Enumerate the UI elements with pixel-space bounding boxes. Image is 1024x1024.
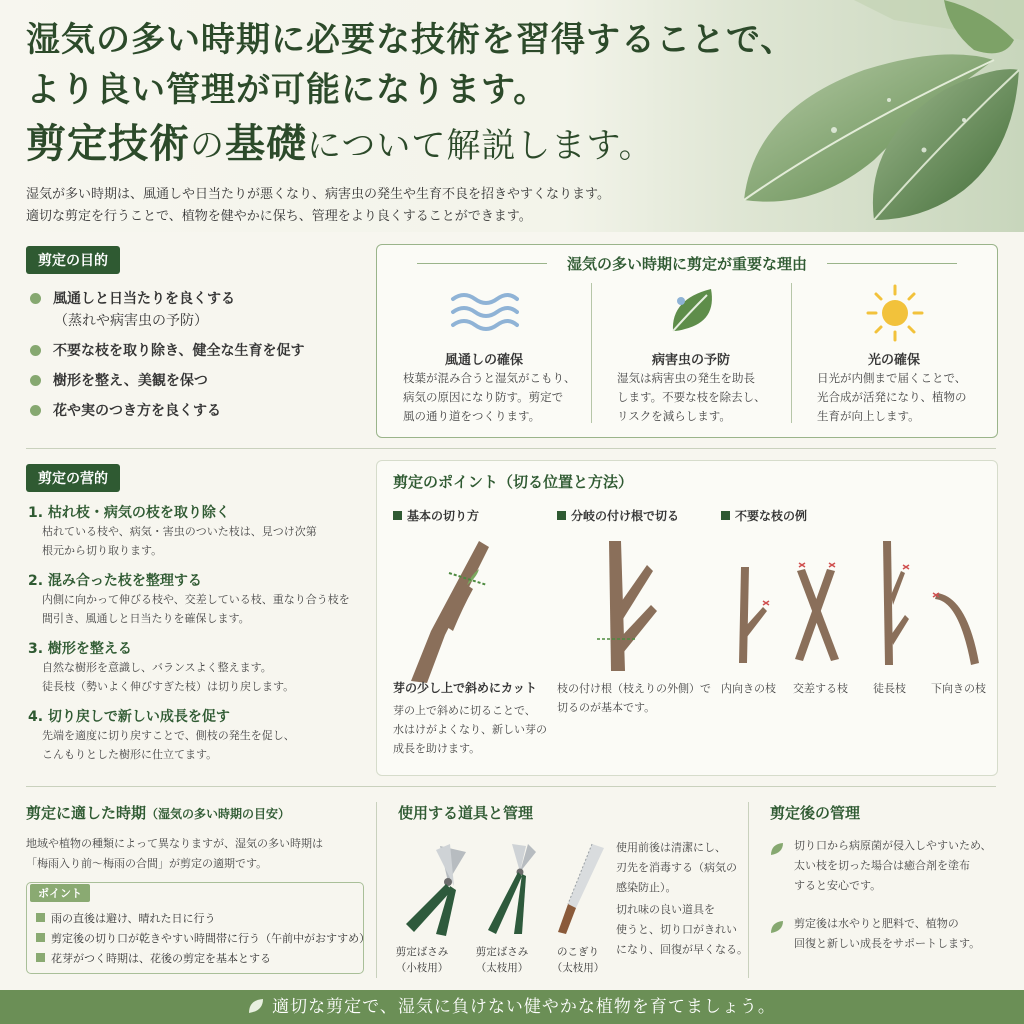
- purpose-item: 風通しと日当たりを良くする: [30, 288, 235, 308]
- saw-icon: [552, 842, 608, 938]
- square-bullet-icon: [393, 511, 402, 520]
- tools-note: 切れ味の良い道具を 使うと、切り口がきれい になり、回復が早くなる。: [616, 903, 748, 956]
- intro-line-2: 適切な剪定を行うことで、植物を健やかに保ち、管理をより良くすることができます。: [26, 209, 532, 224]
- tool-label: 剪定ばさみ （太枝用）: [475, 946, 529, 974]
- reasons-box: [376, 244, 998, 438]
- aftercare-text: 切り口から病原菌が侵入しやすいため、 太い枝を切った場合は癒合剤を塗布 すると安心です。: [794, 839, 992, 892]
- bullet-dot-icon: [30, 405, 41, 416]
- column-divider: [376, 802, 377, 978]
- reason-title-pest: 病害虫の予防: [651, 353, 730, 368]
- basic-cut-caption: 芽の少し上で斜めにカット: [393, 681, 537, 695]
- leaf-icon: [248, 998, 264, 1014]
- reason-text-pest: 湿気は病害虫の発生を助長 します。不要な枝を除去し、 リスクを減らします。: [617, 371, 766, 423]
- timing-text: 地域や植物の種類によって異なりますが、湿気の多い時期は 「梅雨入り前～梅雨の合間」が剪定の適期です。: [26, 837, 323, 870]
- wave-icon: [449, 291, 519, 335]
- reason-title-light: 光の確保: [867, 353, 920, 368]
- purpose-item: 樹形を整え、美観を保つ: [30, 370, 208, 390]
- purpose-item: 不要な枝を取り除き、健全な生育を促す: [30, 340, 304, 360]
- sun-icon: [865, 283, 925, 343]
- aftercare-title: 剪定後の管理: [770, 804, 861, 822]
- practice-item-text: 枯れている枝や、病気・害虫のついた枝は、見つけ次第 根元から切り取ります。: [42, 525, 317, 557]
- headline-line-1: 湿気の多い時期に必要な技術を習得することで、: [26, 20, 796, 60]
- footer-text: 適切な剪定で、湿気に負けない健やかな植物を育てましょう。: [272, 997, 776, 1017]
- bullet-dot-icon: [30, 293, 41, 304]
- footer-banner: [0, 990, 1024, 1024]
- headline-tail: について解説します。: [307, 126, 654, 166]
- unneeded-branch-label: 不要な枝の例: [721, 507, 807, 524]
- point-item: 雨の直後は避け、晴れた日に行う: [36, 910, 216, 926]
- points-title: 剪定のポイント（切る位置と方法）: [393, 473, 634, 491]
- reasons-title: 湿気の多い時期に剪定が重要な理由: [566, 255, 807, 273]
- basic-cut-branch-icon: [397, 535, 507, 685]
- intro-line-1: 湿気が多い時期は、風通しや日当たりが悪くなり、病害虫の発生や生育不良を招きやすくなります。: [26, 187, 610, 202]
- leaf-bullet-icon: [770, 842, 784, 856]
- practice-item-title: 4. 切り戻しで新しい成長を促す: [28, 709, 230, 725]
- tool-label: 剪定ばさみ （小枝用）: [395, 946, 449, 974]
- headline-particle: の: [190, 126, 225, 166]
- practice-item-title: 1. 枯れ枝・病気の枝を取り除く: [28, 505, 230, 521]
- tools-title: 使用する道具と管理: [398, 804, 534, 822]
- practice-item-title: 3. 樹形を整える: [28, 641, 132, 657]
- lopper-icon: [476, 842, 540, 938]
- branch-fork-icon: [597, 535, 667, 675]
- branch-cut-text: 枝の付け根（枝えりの外側）で 切るのが基本です。: [557, 682, 711, 714]
- reason-text-light: 日光が内側まで届くことで、 光合成が活発になり、植物の 生育が向上します。: [817, 371, 967, 423]
- water-sprout-branch-icon: [871, 535, 915, 667]
- crossing-branch-icon: [791, 557, 845, 667]
- square-bullet-icon: [36, 913, 45, 922]
- unneeded-example-label: 内向きの枝: [721, 682, 776, 695]
- headline-line-3: [26, 112, 654, 169]
- purpose-item-sub: （蒸れや病害虫の予防）: [54, 313, 208, 329]
- tool-label: のこぎり （太枝用）: [551, 946, 605, 974]
- section-divider: [26, 448, 996, 449]
- bullet-dot-icon: [30, 345, 41, 356]
- reason-text-wind: 枝葉が混み合うと湿気がこもり、 病気の原因になり防す。剪定で 風の通り道をつくります。: [403, 371, 576, 423]
- column-divider: [748, 802, 749, 978]
- headline-line-2: より良い管理が可能になります。: [26, 70, 549, 110]
- unneeded-example-label: 交差する枝: [793, 682, 848, 695]
- basic-cut-label: 基本の切り方: [393, 507, 479, 524]
- headline-keyword-1: 剪定技術: [26, 120, 190, 167]
- bullet-dot-icon: [30, 375, 41, 386]
- leaf-bullet-icon: [770, 920, 784, 934]
- leaf-icon: [667, 285, 719, 337]
- tools-note: 使用前後は清潔にし、 刃先を消毒する（病気の 感染防止）。: [616, 841, 737, 894]
- aftercare-text: 剪定後は水やりと肥料で、植物の 回復と新しい成長をサポートします。: [794, 917, 981, 950]
- square-bullet-icon: [36, 933, 45, 942]
- downward-branch-icon: [929, 591, 983, 667]
- reason-title-wind: 風通しの確保: [444, 353, 523, 368]
- purpose-item: 花や実のつき方を良くする: [30, 400, 221, 420]
- practice-item-text: 先端を適度に切り戻すことで、側枝の発生を促し、 こんもりとした樹形に仕立てます。: [42, 729, 295, 761]
- timing-title: 剪定に適した時期（湿気の多い時期の目安）: [26, 804, 291, 822]
- basic-cut-text: 芽の上で斜めに切ることで、 水はけがよくなり、新しい芽の 成長を助けます。: [393, 704, 547, 755]
- square-bullet-icon: [557, 511, 566, 520]
- square-bullet-icon: [36, 953, 45, 962]
- branch-cut-label: 分岐の付け根で切る: [557, 507, 679, 524]
- purpose-tag: 剪定の目的: [26, 246, 120, 274]
- square-bullet-icon: [721, 511, 730, 520]
- practice-item-text: 内側に向かって伸びる枝や、交差している枝、重なり合う枝を 間引き、風通しと日当たりを確保します。: [42, 593, 350, 625]
- points-box: [376, 460, 998, 776]
- point-item: 花芽がつく時期は、花後の剪定を基本とする: [36, 950, 271, 966]
- practice-item-title: 2. 混み合った枝を整理する: [28, 573, 202, 589]
- point-item: 剪定後の切り口が乾きやすい時間帯に行う（午前中がおすすめ）: [36, 930, 370, 946]
- headline-keyword-2: 基礎: [225, 120, 307, 167]
- unneeded-example-label: 徒長枝: [873, 682, 906, 695]
- unneeded-example-label: 下向きの枝: [931, 682, 986, 695]
- point-tag: ポイント: [30, 884, 90, 902]
- section-divider: [26, 786, 996, 787]
- practice-item-text: 自然な樹形を意識し、バランスよく整えます。 徒長枝（勢いよく伸びすぎた枝）は切り戻します。: [42, 661, 295, 693]
- inward-branch-icon: [727, 557, 771, 667]
- practice-tag: 剪定の营的: [26, 464, 120, 492]
- pruning-shears-icon: [396, 842, 472, 938]
